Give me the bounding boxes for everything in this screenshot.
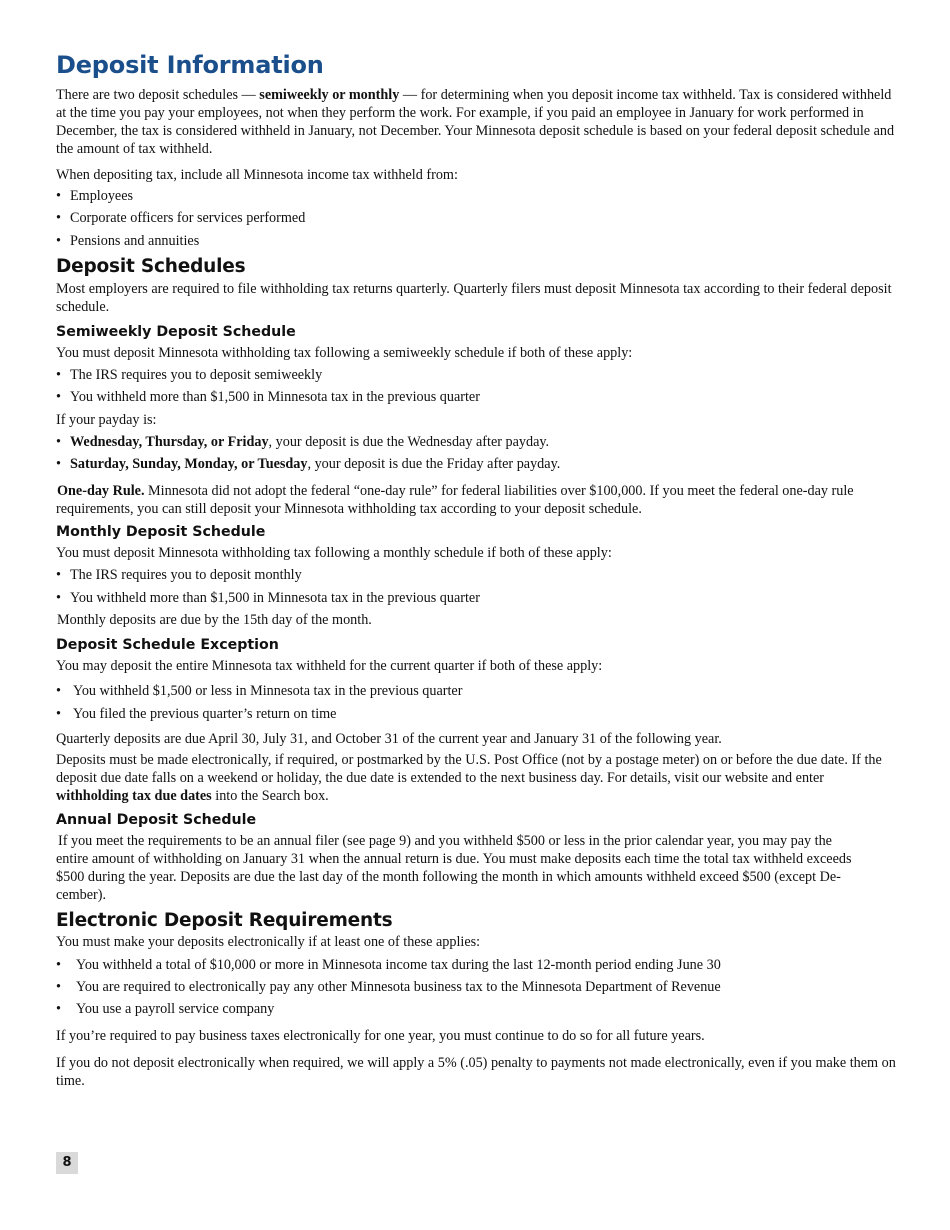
list-item: • Pensions and annuities — [56, 232, 199, 250]
annual-line: entire amount of withholding on January 31 when the annual return is due. You must make deposits each time the total tax withheld exceeds — [56, 851, 852, 867]
page-number: 8 — [56, 1152, 78, 1174]
list-item: • You use a payroll service company — [56, 1000, 274, 1018]
list-item: • You withheld $1,500 or less in Minnesota tax in the previous quarter — [56, 682, 462, 700]
list-item: • Employees — [56, 187, 133, 205]
list-item: • The IRS requires you to deposit monthly — [56, 566, 302, 584]
list-item: • Saturday, Sunday, Monday, or Tuesday, your deposit is due the Friday after payday. — [56, 455, 560, 473]
electronic-continue: If you’re required to pay business taxes electronically for one year, you must continue to do so for all future years. — [56, 1028, 705, 1044]
deposit-schedules-text: Most employers are required to file withholding tax returns quarterly. Quarterly filers must deposit Minnesota tax according to their federal deposit schedule. — [56, 281, 892, 315]
monthly-heading: Monthly Deposit Schedule — [56, 524, 266, 540]
exception-intro: You may deposit the entire Minnesota tax withheld for the current quarter if both of these apply: — [56, 658, 603, 674]
list-item: • You withheld more than $1,500 in Minnesota tax in the previous quarter — [56, 589, 480, 607]
include-intro: When depositing tax, include all Minnesota income tax withheld from: — [56, 167, 458, 183]
electronic-penalty: If you do not deposit electronically when required, we will apply a 5% (.05) penalty to payments not made electronically, even if you make them on time. — [56, 1055, 896, 1089]
list-item: • Wednesday, Thursday, or Friday, your deposit is due the Wednesday after payday. — [56, 433, 549, 451]
electronic-intro: You must make your deposits electronically if at least one of these applies: — [56, 934, 481, 950]
list-item: • You withheld a total of $10,000 or more in Minnesota income tax during the last 12-month period ending June 30 — [56, 956, 721, 974]
annual-line: If you meet the requirements to be an annual filer (see page 9) and you withheld $500 or less in the prior calendar year, you may pay the — [58, 833, 832, 849]
list-item: • Corporate officers for services performed — [56, 209, 305, 227]
semiweekly-heading: Semiweekly Deposit Schedule — [56, 324, 296, 340]
monthly-intro: You must deposit Minnesota withholding tax following a monthly schedule if both of these apply: — [56, 545, 612, 561]
quarterly-due: Quarterly deposits are due April 30, July 31, and October 31 of the current year and January 31 of the following year. — [56, 731, 722, 747]
monthly-due: Monthly deposits are due by the 15th day of the month. — [57, 612, 372, 628]
semiweekly-intro: You must deposit Minnesota withholding tax following a semiweekly schedule if both of these apply: — [56, 345, 633, 361]
one-day-rule-paragraph: One-day Rule. Minnesota did not adopt the federal “one-day rule” for federal liabilities over $100,000. If you meet the federal one-day rule requirements, you can still deposit your Minnesota withholding tax according to your deposit schedule. — [56, 483, 854, 517]
deposits-paragraph: Deposits must be made electronically, if required, or postmarked by the U.S. Post Office (not by a postage meter) on or before the due date. If the deposit due date falls on a weekend or holiday, the due date is extended to the next business day. For details, visit our website and enter withholding tax due dates into the Search box. — [56, 752, 882, 804]
intro-paragraph: There are two deposit schedules — semiweekly or monthly — for determining when you deposit income tax withheld. Tax is considered withheld at the time you pay your employees, not when they perform the work. For example, if you paid an employee in January for work performed in December, the tax is considered withheld in January, not December. Your Minnesota deposit schedule is based on your federal deposit schedule and the amount of tax withheld. — [56, 87, 895, 157]
page-title: Deposit Information — [56, 51, 324, 79]
list-item: • You withheld more than $1,500 in Minnesota tax in the previous quarter — [56, 388, 480, 406]
deposit-schedules-heading: Deposit Schedules — [56, 256, 246, 277]
electronic-heading: Electronic Deposit Requirements — [56, 910, 393, 931]
annual-paragraph — [56, 832, 896, 904]
payday-intro: If your payday is: — [56, 412, 157, 428]
list-item: • You are required to electronically pay any other Minnesota business tax to the Minnesota Department of Revenue — [56, 978, 721, 996]
list-item: • You filed the previous quarter’s return on time — [56, 705, 336, 723]
list-item: • The IRS requires you to deposit semiweekly — [56, 366, 322, 384]
annual-heading: Annual Deposit Schedule — [56, 812, 257, 828]
annual-line: cember). — [56, 887, 107, 903]
annual-line: $500 during the year. Deposits are due the last day of the month following the month in which amounts withheld exceed $500 (except De- — [56, 869, 841, 885]
exception-heading: Deposit Schedule Exception — [56, 637, 279, 653]
